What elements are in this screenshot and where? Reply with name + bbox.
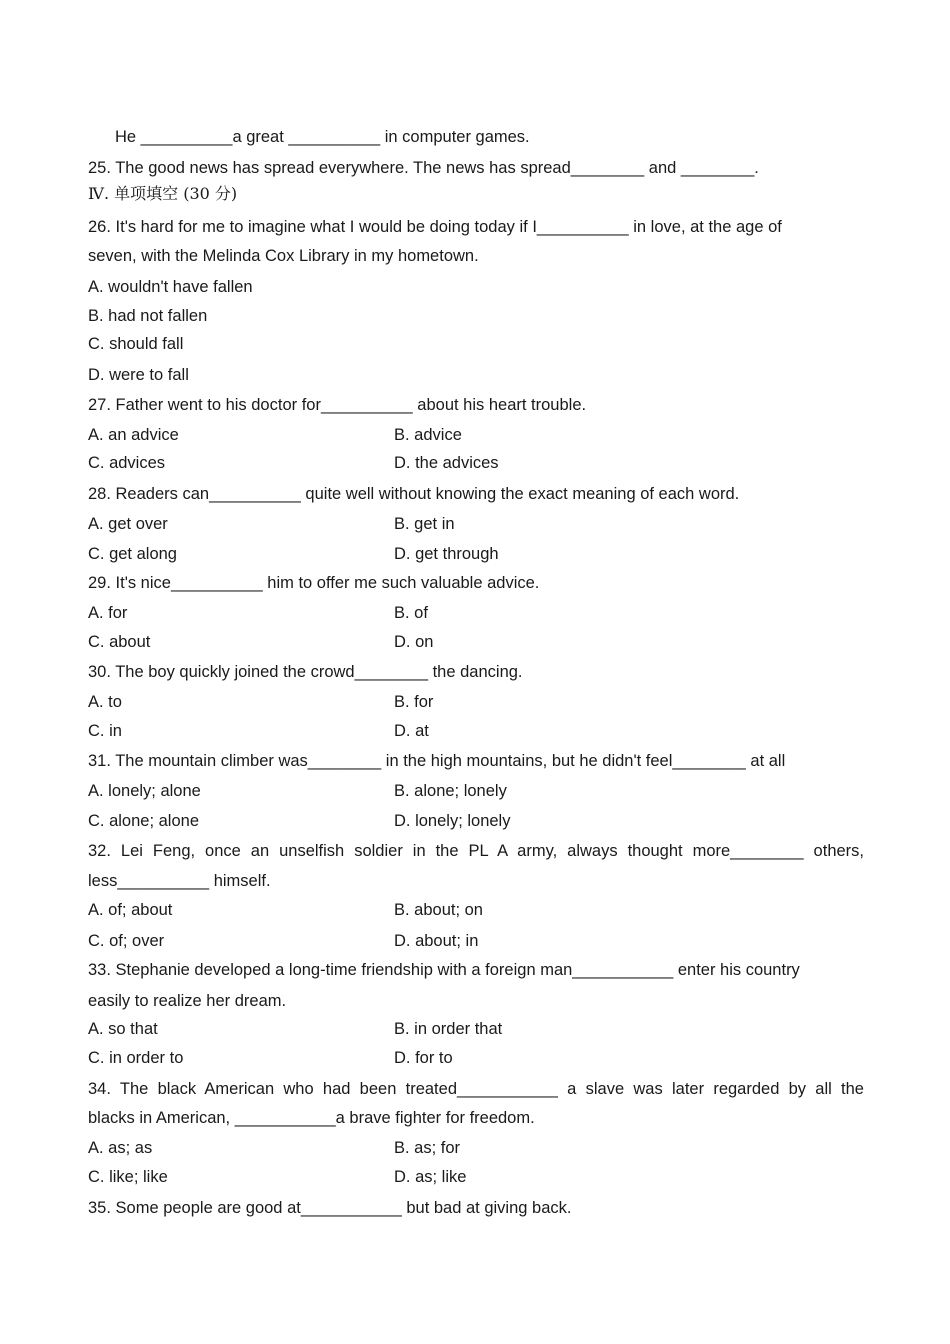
question-28-option-c: C. get along bbox=[88, 545, 177, 563]
question-32-option-c: C. of; over bbox=[88, 932, 165, 950]
question-32-option-b: B. about; on bbox=[394, 901, 483, 919]
question-32-option-d: D. about; in bbox=[394, 932, 479, 950]
question-26-option-b: B. had not fallen bbox=[88, 307, 208, 325]
question-26-option-d: D. were to fall bbox=[88, 366, 189, 384]
question-30: 30. The boy quickly joined the crowd________ the dancing. bbox=[88, 663, 523, 681]
question-32-option-a: A. of; about bbox=[88, 901, 173, 919]
question-34-option-d: D. as; like bbox=[394, 1168, 467, 1186]
question-30-option-c: C. in bbox=[88, 722, 122, 740]
question-34-line2: blacks in American, ___________a brave fighter for freedom. bbox=[88, 1109, 535, 1127]
question-32-line2: less__________ himself. bbox=[88, 872, 271, 890]
question-31: 31. The mountain climber was________ in the high mountains, but he didn't feel________ at all bbox=[88, 752, 786, 770]
question-29-option-d: D. on bbox=[394, 633, 434, 651]
question-26-line1: 26. It's hard for me to imagine what I would be doing today if I__________ in love, at the age of bbox=[88, 218, 782, 236]
question-28-option-d: D. get through bbox=[394, 545, 499, 563]
question-32-line1: 32. Lei Feng, once an unselfish soldier in the PL A army, always thought more________ others, bbox=[88, 842, 864, 860]
question-33-option-b: B. in order that bbox=[394, 1020, 503, 1038]
question-33-option-a: A. so that bbox=[88, 1020, 158, 1038]
question-25: 25. The good news has spread everywhere. The news has spread________ and ________. bbox=[88, 159, 759, 177]
section-heading: Ⅳ. 单项填空 (30 分) bbox=[88, 184, 238, 203]
question-26-line2: seven, with the Melinda Cox Library in my hometown. bbox=[88, 247, 479, 265]
question-34-option-c: C. like; like bbox=[88, 1168, 168, 1186]
question-33-option-c: C. in order to bbox=[88, 1049, 184, 1067]
question-29-option-b: B. of bbox=[394, 604, 428, 622]
question-33-line2: easily to realize her dream. bbox=[88, 992, 287, 1010]
question-29: 29. It's nice__________ him to offer me such valuable advice. bbox=[88, 574, 540, 592]
question-28-option-a: A. get over bbox=[88, 515, 168, 533]
question-34-option-b: B. as; for bbox=[394, 1139, 461, 1157]
question-33-line1: 33. Stephanie developed a long-time friendship with a foreign man___________ enter his country bbox=[88, 961, 800, 979]
question-30-option-a: A. to bbox=[88, 693, 122, 711]
question-31-option-b: B. alone; lonely bbox=[394, 782, 507, 800]
question-31-option-c: C. alone; alone bbox=[88, 812, 199, 830]
question-34-option-a: A. as; as bbox=[88, 1139, 153, 1157]
question-34-line1: 34. The black American who had been treated___________ a slave was later regarded by all the bbox=[88, 1080, 864, 1098]
question-27-option-a: A. an advice bbox=[88, 426, 179, 444]
question-33-option-d: D. for to bbox=[394, 1049, 453, 1067]
question-26-option-c: C. should fall bbox=[88, 335, 184, 353]
question-27-option-c: C. advices bbox=[88, 454, 166, 472]
question-27-option-d: D. the advices bbox=[394, 454, 499, 472]
question-28: 28. Readers can__________ quite well without knowing the exact meaning of each word. bbox=[88, 485, 740, 503]
question-31-option-d: D. lonely; lonely bbox=[394, 812, 511, 830]
question-27: 27. Father went to his doctor for__________ about his heart trouble. bbox=[88, 396, 587, 414]
question-30-option-d: D. at bbox=[394, 722, 429, 740]
question-29-option-a: A. for bbox=[88, 604, 128, 622]
question-27-option-b: B. advice bbox=[394, 426, 462, 444]
question-29-option-c: C. about bbox=[88, 633, 151, 651]
question-31-option-a: A. lonely; alone bbox=[88, 782, 201, 800]
question-26-option-a: A. wouldn't have fallen bbox=[88, 278, 253, 296]
question-35: 35. Some people are good at___________ but bad at giving back. bbox=[88, 1199, 572, 1217]
question-28-option-b: B. get in bbox=[394, 515, 455, 533]
question-30-option-b: B. for bbox=[394, 693, 434, 711]
question-24-line2: He __________a great __________ in computer games. bbox=[115, 128, 530, 146]
